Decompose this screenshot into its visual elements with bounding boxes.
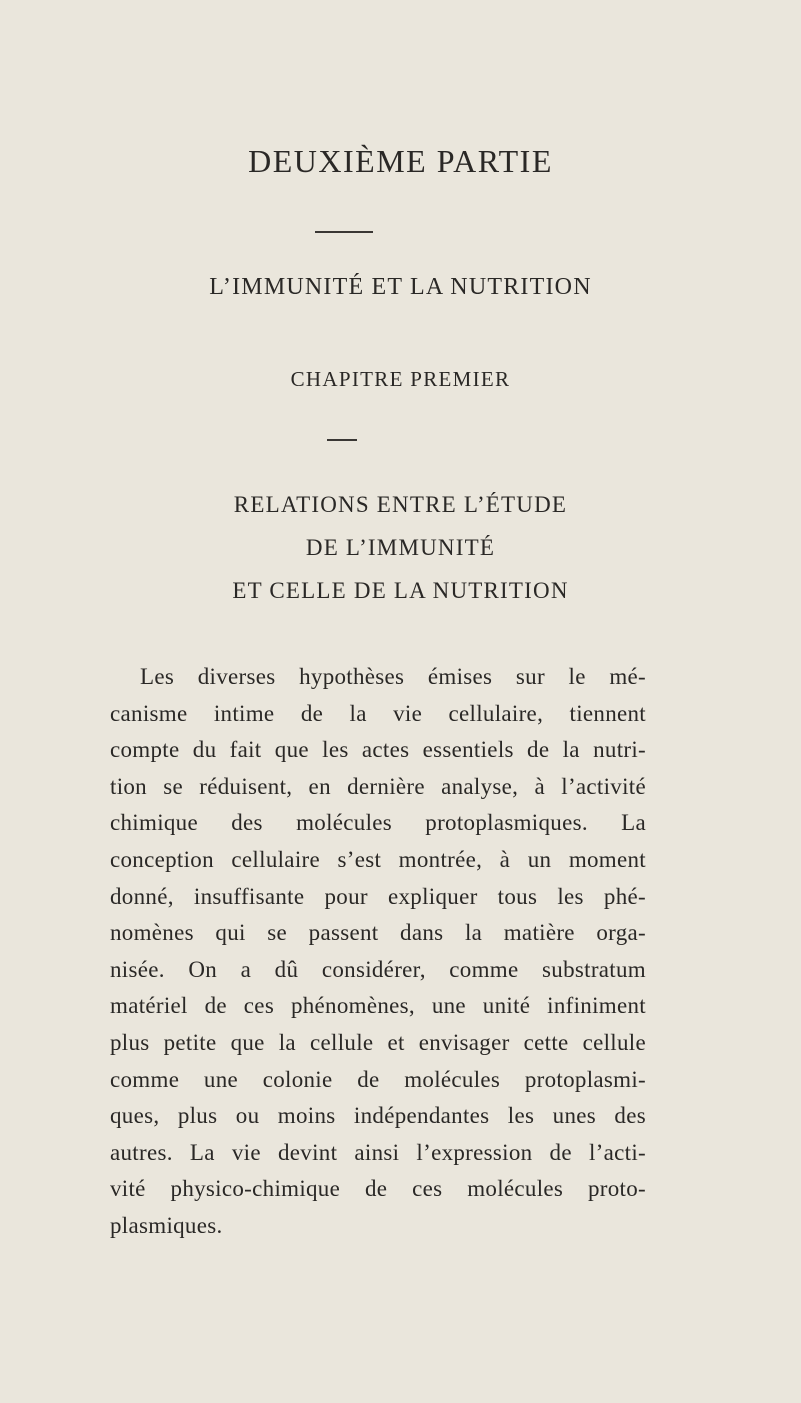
chapter-heading-line: ET CELLE DE LA NUTRITION [232,578,569,603]
text-line: nisée. On a dû considérer, comme substratum [110,956,646,982]
text-line: chimique des molécules protoplasmiques. La [110,810,646,836]
chapter-heading-line: DE L’IMMUNITÉ [305,535,496,560]
text-line: matériel de ces phénomènes, une unité infiniment [110,993,646,1019]
text-line: compte du fait que les actes essentiels de la nutri- [110,737,646,763]
text-line: autres. La vie devint ainsi l’expression de l’acti- [110,1139,646,1165]
text-line: canisme intime de la vie cellulaire, tiennent [110,700,646,726]
text-line: ques, plus ou moins indépendantes les unes des [110,1103,646,1129]
chapter-heading-line: RELATIONS ENTRE L’ÉTUDE [233,492,568,517]
part-subtitle: L’IMMUNITÉ ET LA NUTRITION [209,274,592,300]
text-line: vité physico-chimique de ces molécules proto- [110,1176,646,1202]
text-line: plasmiques. [110,1212,223,1238]
text-line: tion se réduisent, en dernière analyse, à l’activité [110,773,646,799]
text-line: Les diverses hypothèses émises sur le mé- [140,664,646,689]
text-line: donné, insuffisante pour expliquer tous les phé- [110,883,646,909]
text-line: conception cellulaire s’est montrée, à un moment [110,846,646,872]
part-title: DEUXIÈME PARTIE [248,143,553,179]
text-line: nomènes qui se passent dans la matière orga- [110,920,646,946]
title-divider [315,231,373,233]
text-line: plus petite que la cellule et envisager cette cellule [110,1029,646,1055]
body-paragraph [110,659,646,1245]
chapter-divider [327,439,357,441]
text-line: comme une colonie de molécules protoplasmi- [110,1066,646,1092]
chapter-label: CHAPITRE PREMIER [290,367,511,391]
chapter-heading [0,483,801,612]
